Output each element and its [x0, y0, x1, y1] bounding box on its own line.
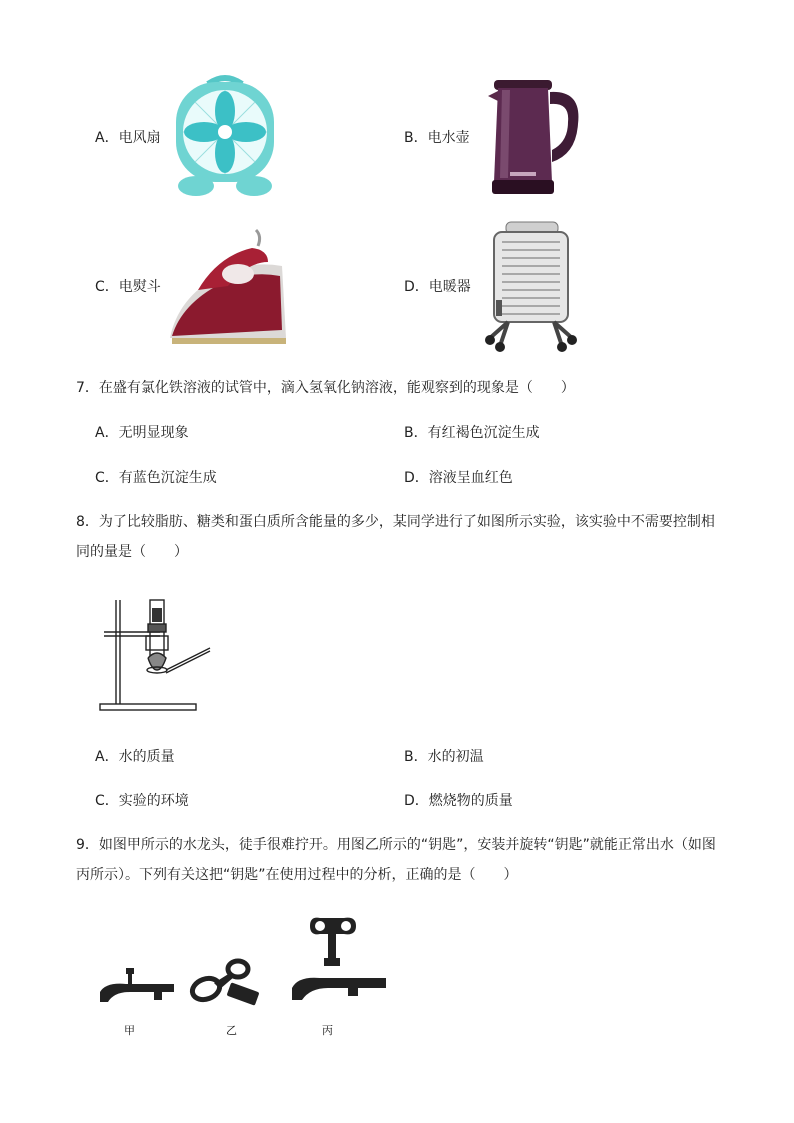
electric-iron-icon — [168, 226, 290, 346]
option-text: 电风扇 — [118, 130, 161, 146]
option-text: 水的质量 — [118, 749, 175, 765]
option-text: 燃烧物的质量 — [428, 793, 513, 809]
option-text: 无明显现象 — [118, 425, 189, 441]
faucet-with-key-icon — [288, 912, 388, 1012]
option-letter: A． — [95, 749, 119, 765]
question-7-stem: 7．在盛有氯化铁溶液的试管中，滴入氢氧化钠溶液，能观察到的现象是（ ） — [76, 380, 575, 396]
figure-caption-jia: 甲 — [124, 1024, 135, 1037]
burning-food-experiment-apparatus-icon — [96, 596, 214, 714]
option-a[interactable] — [95, 424, 189, 442]
option-letter: A． — [95, 425, 119, 441]
question-9-stem: 9．如图甲所示的水龙头，徒手很难拧开。用图乙所示的“钥匙”，安装并旋转“钥匙”就能正常出水（如图丙所示）。下列有关这把“钥匙”在使用过程中的分析，正确的是（ ） — [76, 837, 716, 883]
option-letter: C． — [95, 279, 119, 295]
option-d[interactable] — [404, 278, 471, 296]
option-letter: A． — [95, 130, 119, 146]
option-letter: B． — [404, 130, 428, 146]
option-text: 水的初温 — [427, 749, 484, 765]
option-b[interactable] — [404, 748, 484, 766]
option-c[interactable] — [95, 469, 217, 487]
electric-heater-icon — [484, 220, 578, 352]
option-text: 电水壶 — [427, 130, 470, 146]
option-b[interactable] — [404, 129, 470, 147]
electric-kettle-icon — [484, 74, 584, 202]
faucet-icon — [96, 962, 176, 1014]
option-letter: D． — [404, 279, 429, 295]
option-text: 实验的环境 — [118, 793, 189, 809]
figure-caption-yi: 乙 — [226, 1024, 237, 1037]
option-d[interactable] — [404, 792, 513, 810]
option-d[interactable] — [404, 469, 513, 487]
option-a[interactable] — [95, 129, 161, 147]
option-text: 有蓝色沉淀生成 — [118, 470, 217, 486]
option-letter: D． — [404, 470, 429, 486]
question-8-stem: 8．为了比较脂肪、糖类和蛋白质所含能量的多少，某同学进行了如图所示实验，该实验中不需要控制相同的量是（ ） — [76, 514, 715, 560]
option-text: 电暖器 — [428, 279, 471, 295]
electric-fan-icon — [170, 74, 280, 202]
option-letter: C． — [95, 793, 119, 809]
option-text: 溶液呈血红色 — [428, 470, 513, 486]
option-b[interactable] — [404, 424, 540, 442]
option-c[interactable] — [95, 792, 189, 810]
key-icon — [186, 955, 266, 1013]
option-letter: B． — [404, 749, 428, 765]
figure-caption-bing: 丙 — [322, 1024, 333, 1037]
option-letter: B． — [404, 425, 428, 441]
option-text: 电熨斗 — [118, 279, 161, 295]
option-letter: C． — [95, 470, 119, 486]
option-letter: D． — [404, 793, 429, 809]
option-text: 有红褐色沉淀生成 — [427, 425, 540, 441]
option-c[interactable] — [95, 278, 161, 296]
option-a[interactable] — [95, 748, 175, 766]
